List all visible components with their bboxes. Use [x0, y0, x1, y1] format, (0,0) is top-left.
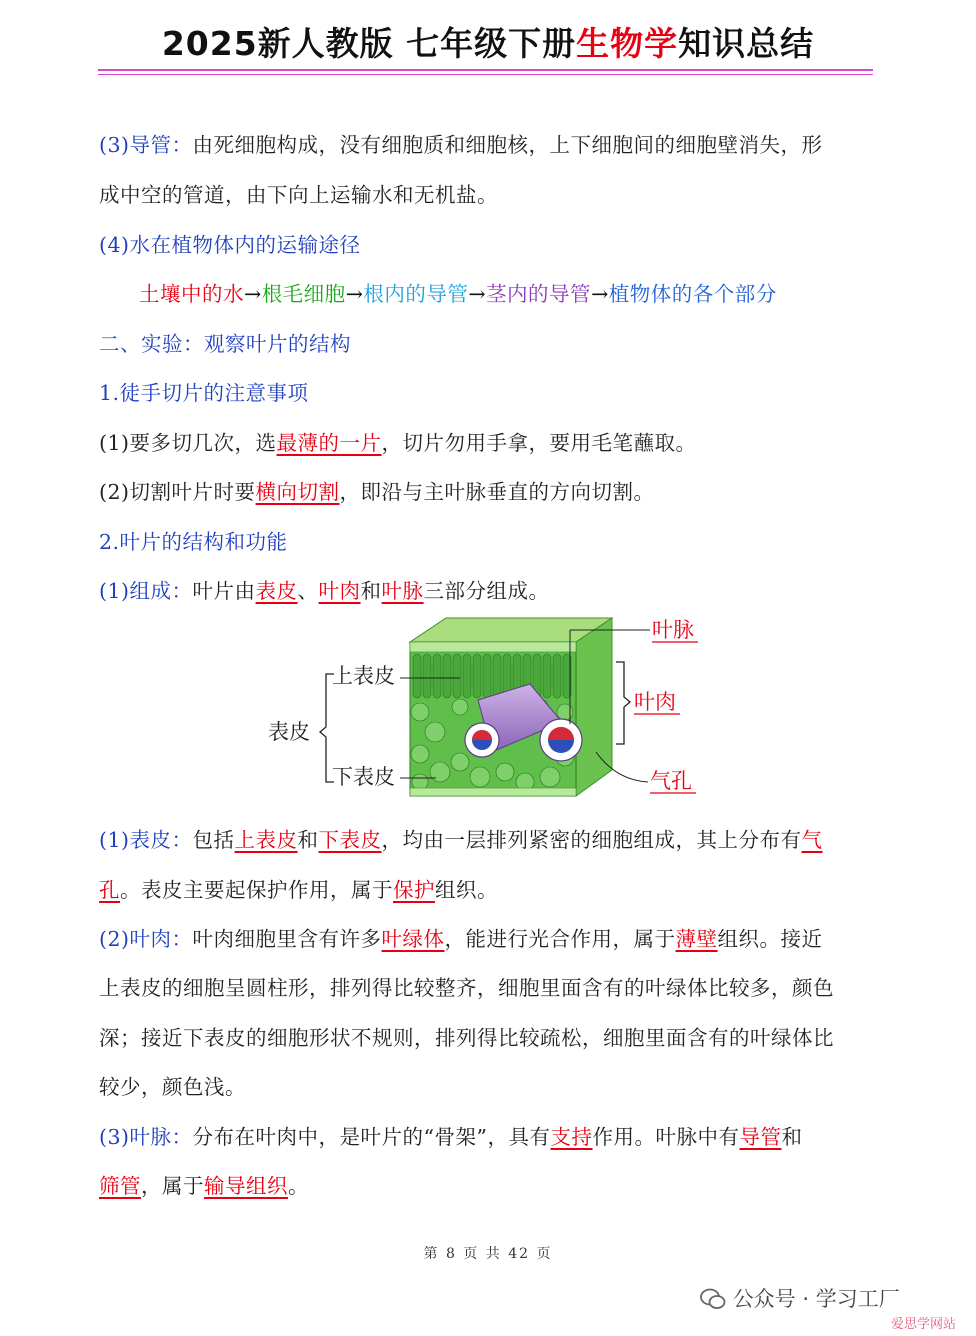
paragraph-text: ，均由一层排列紧密的细胞组成，其上分布有 [381, 828, 802, 852]
section-heading: (4)水在植物体内的运输途径 [99, 233, 361, 257]
label-lower-epidermis: 下表皮 [332, 765, 395, 789]
paragraph-text: (2)切割叶片时要 [99, 480, 256, 504]
path-step: 茎内的导管 [486, 282, 592, 306]
paragraph-text: 叶片由 [192, 579, 256, 603]
paragraph [99, 475, 655, 505]
key-term: 气 [801, 828, 823, 852]
paragraph-text: 三部分组成。 [423, 579, 550, 603]
paragraph [99, 823, 823, 853]
section-heading: 二、实验：观察叶片的结构 [99, 332, 351, 356]
wechat-name: 公众号 · 学习工厂 [732, 1287, 900, 1311]
item-label: (3)叶脉： [99, 1125, 193, 1149]
punct: 和 [360, 579, 382, 603]
page-title [0, 18, 976, 65]
subsection-heading: 2.叶片的结构和功能 [99, 530, 288, 554]
wechat-account [700, 1283, 900, 1313]
key-term: 孔 [99, 878, 120, 902]
subsection-heading: 1.徒手切片的注意事项 [99, 381, 309, 405]
paragraph-text: 作用。叶脉中有 [592, 1125, 740, 1149]
paragraph-text: 组织。 [435, 878, 498, 902]
arrow-icon: → [345, 282, 364, 306]
label-upper-epidermis: 上表皮 [332, 664, 395, 688]
leaf-cross-section-diagram [260, 612, 720, 812]
key-term: 叶脉 [381, 579, 424, 603]
item-label: (1)组成： [99, 579, 193, 603]
paragraph-text: 由死细胞构成，没有细胞质和细胞核，上下细胞间的细胞壁消失，形 [192, 133, 823, 157]
path-step: 根毛细胞 [261, 282, 346, 306]
paragraph: 深；接近下表皮的细胞形状不规则，排列得比较疏松，细胞里面含有的叶绿体比 [99, 1026, 834, 1050]
paragraph-text: 包括 [192, 828, 235, 852]
item-label: (2)叶肉： [99, 927, 193, 951]
paragraph-text: 成中空的管道，由下向上运输水和无机盐。 [99, 183, 498, 207]
paragraph-text: 。表皮主要起保护作用，属于 [120, 878, 393, 902]
title-highlight: 生物学 [576, 24, 679, 63]
paragraph-text: 叶肉细胞里含有许多 [192, 927, 382, 951]
key-term: 上表皮 [234, 828, 298, 852]
page-number: 第 8 页 共 42 页 [423, 1246, 553, 1262]
transport-path [139, 277, 777, 307]
item-label: (1)表皮： [99, 828, 193, 852]
key-term: 横向切割 [255, 480, 340, 504]
label-stoma: 气孔 [650, 769, 692, 793]
paragraph [99, 922, 823, 952]
paragraph [99, 426, 697, 456]
paragraph-text: (1)要多切几次，选 [99, 431, 277, 455]
path-step: 土壤中的水 [139, 282, 244, 306]
title-divider [98, 69, 873, 71]
key-term: 叶绿体 [381, 927, 445, 951]
paragraph-text: ，切片勿用手拿，要用毛笔蘸取。 [381, 431, 697, 455]
key-term: 输导组织 [204, 1174, 288, 1198]
paragraph [99, 128, 823, 158]
title-part: 2025新人教版 七年级下册 [161, 24, 577, 63]
label-vein: 叶脉 [652, 618, 694, 642]
label-biaopi: 表皮 [268, 720, 310, 744]
paragraph-text: ，属于 [141, 1174, 204, 1198]
wechat-icon [700, 1288, 726, 1310]
paragraph [99, 574, 550, 604]
key-term: 薄壁 [675, 927, 718, 951]
label-mesophyll: 叶肉 [634, 690, 676, 714]
paragraph [99, 1169, 309, 1199]
paragraph: 上表皮的细胞呈圆柱形，排列得比较整齐，细胞里面含有的叶绿体比较多，颜色 [99, 976, 834, 1000]
path-step: 根内的导管 [363, 282, 469, 306]
key-term: 支持 [550, 1125, 593, 1149]
arrow-icon: → [468, 282, 487, 306]
key-term: 表皮 [255, 579, 298, 603]
paragraph [99, 178, 498, 208]
key-term: 导管 [739, 1125, 782, 1149]
punct: 和 [297, 828, 319, 852]
paragraph-text: ，能进行光合作用，属于 [444, 927, 676, 951]
key-term: 筛管 [99, 1174, 141, 1198]
paragraph-text: 。 [288, 1174, 309, 1198]
paragraph-text: 组织。接近 [717, 927, 823, 951]
key-term: 最薄的一片 [276, 431, 382, 455]
paragraph-text: 和 [781, 1125, 803, 1149]
path-step: 植物体的各个部分 [608, 282, 777, 306]
paragraph: 较少，颜色浅。 [99, 1075, 246, 1099]
paragraph [99, 873, 498, 903]
arrow-icon: → [244, 282, 262, 306]
key-term: 叶肉 [318, 579, 361, 603]
item-label: (3)导管： [99, 133, 193, 157]
paragraph-text: 分布在叶肉中，是叶片的“骨架”，具有 [192, 1125, 551, 1149]
arrow-icon: → [591, 282, 609, 306]
key-term: 下表皮 [318, 828, 382, 852]
punct: 、 [297, 579, 319, 603]
watermark: 爱思学网站 [891, 1317, 957, 1332]
paragraph [99, 1120, 803, 1150]
title-part: 知识总结 [678, 24, 815, 63]
key-term: 保护 [393, 878, 435, 902]
title-divider [98, 74, 873, 75]
paragraph-text: ，即沿与主叶脉垂直的方向切割。 [339, 480, 655, 504]
